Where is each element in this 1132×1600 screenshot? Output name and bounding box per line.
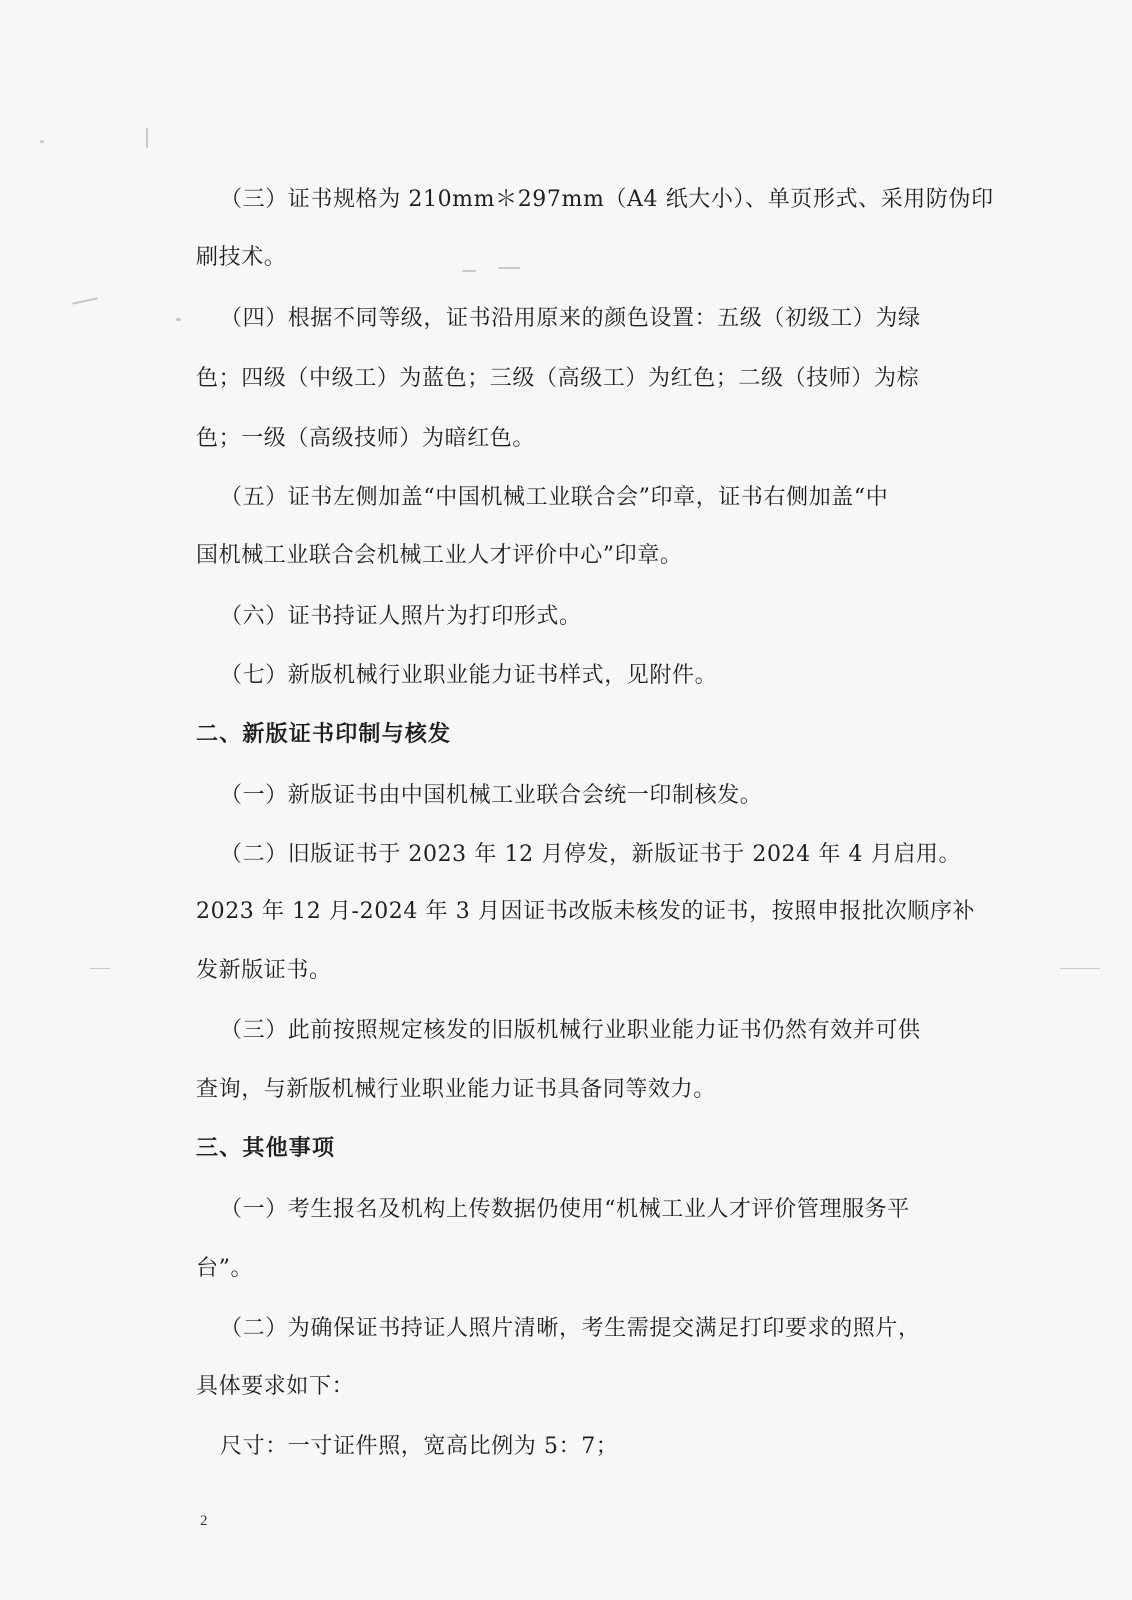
paragraph-line: （五）证书左侧加盖“中国机械工业联合会”印章，证书右侧加盖“中 <box>220 485 889 510</box>
paragraph-line: 尺寸：一寸证件照，宽高比例为 5：7； <box>220 1434 619 1459</box>
paragraph-line: （二）为确保证书持证人照片清晰，考生需提交满足打印要求的照片， <box>220 1316 921 1341</box>
paragraph-line: （三）此前按照规定核发的旧版机械行业职业能力证书仍然有效并可供 <box>220 1018 921 1043</box>
section-heading: 三、其他事项 <box>196 1136 336 1161</box>
section-heading: 二、新版证书印制与核发 <box>196 722 452 747</box>
scan-artifact <box>40 140 44 143</box>
paragraph-line: 台”。 <box>196 1256 254 1281</box>
paragraph-line: 2023 年 12 月-2024 年 3 月因证书改版未核发的证书，按照申报批次顺序补 <box>196 899 976 924</box>
paragraph-line: 刷技术。 <box>196 245 287 270</box>
paragraph-line: 发新版证书。 <box>196 958 332 983</box>
scan-artifact <box>146 128 148 148</box>
paragraph-line: 国机械工业联合会机械工业人才评价中心”印章。 <box>196 543 683 568</box>
paragraph-line: （一）新版证书由中国机械工业联合会统一印制核发。 <box>220 783 763 808</box>
paragraph-line: 色；四级（中级工）为蓝色；三级（高级工）为红色；二级（技师）为棕 <box>196 366 920 391</box>
paragraph-line: 色；一级（高级技师）为暗红色。 <box>196 426 536 451</box>
paragraph-line: 具体要求如下： <box>196 1374 355 1399</box>
paragraph-line: （二）旧版证书于 2023 年 12 月停发，新版证书于 2024 年 4 月启用。 <box>220 842 962 867</box>
paragraph-line: （三）证书规格为 210mm＊297mm（A4 纸大小）、单页形式、采用防伪印 <box>220 187 994 212</box>
page-number: 2 <box>200 1513 208 1529</box>
paragraph-line: （四）根据不同等级，证书沿用原来的颜色设置：五级（初级工）为绿 <box>220 306 921 331</box>
paragraph-line: （一）考生报名及机构上传数据仍使用“机械工业人才评价管理服务平 <box>220 1197 910 1222</box>
paragraph-line: （七）新版机械行业职业能力证书样式，见附件。 <box>220 663 718 688</box>
paragraph-line: 查询，与新版机械行业职业能力证书具备同等效力。 <box>196 1077 716 1102</box>
paragraph-line: （六）证书持证人照片为打印形式。 <box>220 604 582 629</box>
